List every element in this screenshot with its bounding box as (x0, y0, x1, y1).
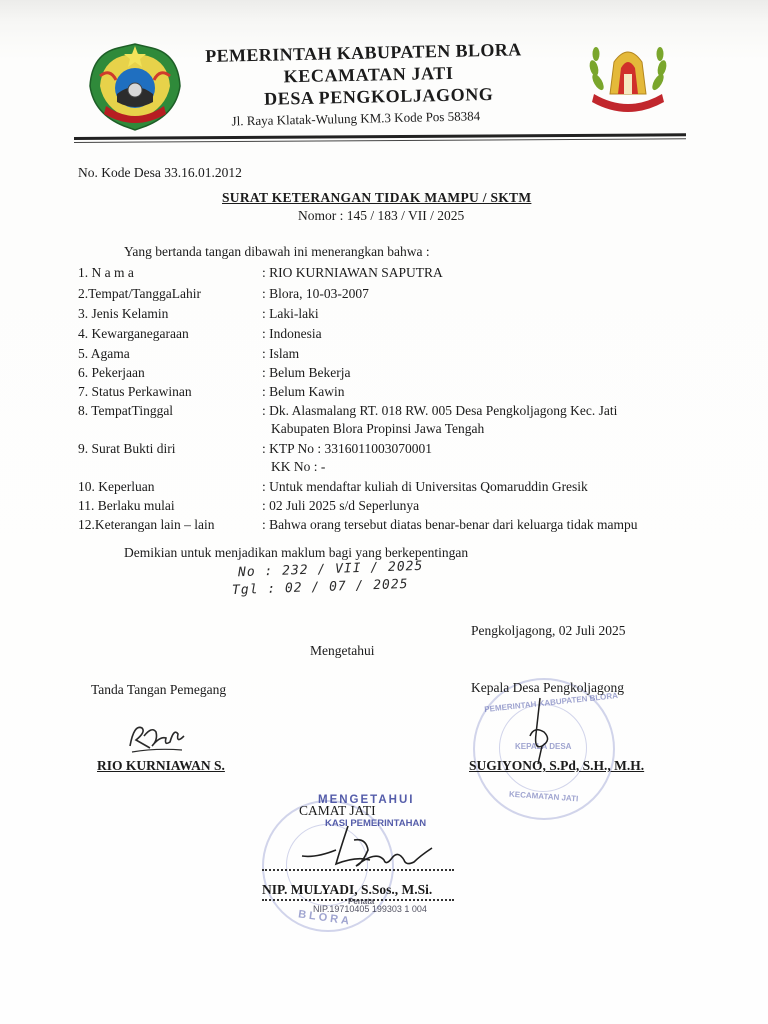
letterhead-address: Jl. Raya Klatak-Wulung KM.3 Kode Pos 58384 (231, 108, 481, 129)
field-row-agama (78, 346, 728, 365)
village-head-signature-mark (512, 694, 572, 768)
village-stamp-text-mid: KEPALA DESA (515, 742, 572, 751)
field-label: 7. Status Perkawinan (78, 384, 192, 399)
holder-signature-heading: Tanda Tangan Pemegang (91, 682, 227, 697)
field-value: : 02 Juli 2025 s/d Seperlunya (262, 498, 420, 513)
field-label: 2.Tempat/TanggaLahir (78, 286, 201, 301)
field-value: : RIO KURNIAWAN SAPUTRA (262, 265, 443, 280)
field-row-pekerjaan (78, 365, 728, 384)
letterhead-text (205, 38, 567, 130)
holder-name: RIO KURNIAWAN S. (97, 758, 225, 773)
village-stamp-text-top: PEMERINTAH KABUPATEN BLORA (483, 691, 619, 714)
field-value: : Belum Kawin (262, 384, 345, 399)
field-value: : Indonesia (262, 326, 322, 341)
field-value: : Islam (262, 346, 300, 361)
field-row-status (78, 384, 728, 403)
village-head-heading: Kepala Desa Pengkoljagong (471, 680, 624, 695)
field-row-kewarganegaraan (78, 326, 728, 345)
village-stamp-text-bottom: KECAMATAN JATI (508, 789, 579, 804)
camat-sub-title: KASI PEMERINTAHAN (325, 818, 427, 829)
camat-name: NIP. MULYADI, S.Sos., M.Si. (262, 882, 433, 897)
camat-nip: NIP.19710405 199303 1 004 (313, 904, 427, 914)
camat-stamp-heading: MENGETAHUI (318, 794, 415, 806)
handwritten-number: No : 232 / VII / 2025 (237, 558, 424, 581)
field-row-ttl (78, 286, 728, 305)
field-value: : Belum Bekerja (262, 365, 351, 380)
field-label: 4. Kewarganegaraan (78, 326, 189, 341)
place-date: Pengkoljagong, 02 Juli 2025 (471, 623, 626, 638)
regency-emblem-logo (86, 40, 184, 132)
field-row-berlaku (78, 498, 728, 517)
holder-signature-mark (126, 718, 188, 756)
field-label: 1. N a m a (78, 265, 134, 280)
field-row-bukti-diri (78, 441, 728, 481)
field-value: : Laki-laki (262, 306, 319, 321)
field-value: : Untuk mendaftar kuliah di Universitas Qomaruddin Gresik (262, 479, 588, 494)
intro-text: Yang bertanda tangan dibawah ini menerangkan bahwa : (124, 244, 430, 259)
field-label: 3. Jenis Kelamin (78, 306, 169, 321)
field-value: : Dk. Alasmalang RT. 018 RW. 005 Desa Pengkoljagong Kec. Jati (262, 403, 618, 418)
document-title: SURAT KETERANGAN TIDAK MAMPU / SKTM (222, 190, 532, 205)
mengetahui-label: Mengetahui (310, 643, 375, 658)
camat-stamp-word: BLORA (297, 908, 353, 928)
field-row-tempat-tinggal (78, 403, 728, 443)
field-label: 12.Keterangan lain – lain (78, 517, 215, 532)
field-value-continued: Kabupaten Blora Propinsi Jawa Tengah (271, 421, 485, 436)
letterhead-line3: DESA PENGKOLJAGONG (263, 83, 494, 109)
field-row-keperluan (78, 479, 728, 498)
camat-title: CAMAT JATI (299, 803, 376, 818)
field-label: 11. Berlaku mulai (78, 498, 175, 513)
field-row-jenis-kelamin (78, 306, 728, 325)
camat-rank: Penata (348, 897, 375, 906)
document-number: Nomor : 145 / 183 / VII / 2025 (298, 208, 465, 223)
field-label: 10. Keperluan (78, 479, 155, 494)
letterhead-line1: PEMERINTAH KABUPATEN BLORA (205, 39, 522, 66)
field-row-keterangan (78, 517, 728, 536)
handwritten-date: Tgl : 02 / 07 / 2025 (231, 576, 409, 599)
village-head-name: SUGIYONO, S.Pd, S.H., M.H. (469, 758, 645, 773)
camat-dotted-line (262, 869, 454, 871)
camat-signature-mark (296, 820, 436, 882)
field-value: : Bahwa orang tersebut diatas benar-benar dari keluarga tidak mampu (262, 517, 638, 532)
blora-emblem-logo (584, 36, 672, 116)
field-value: : KTP No : 3316011003070001 (262, 441, 433, 456)
field-label: 6. Pekerjaan (78, 365, 145, 380)
field-value-continued: KK No : - (271, 459, 326, 474)
field-value: : Blora, 10-03-2007 (262, 286, 369, 301)
letterhead-line2: KECAMATAN JATI (283, 62, 454, 87)
field-label: 5. Agama (78, 346, 130, 361)
field-row-nama (78, 265, 728, 284)
field-label: 8. TempatTinggal (78, 403, 174, 418)
field-label: 9. Surat Bukti diri (78, 441, 176, 456)
closing-text: Demikian untuk menjadikan maklum bagi yang berkepentingan (124, 545, 469, 560)
kode-desa: No. Kode Desa 33.16.01.2012 (78, 165, 242, 180)
